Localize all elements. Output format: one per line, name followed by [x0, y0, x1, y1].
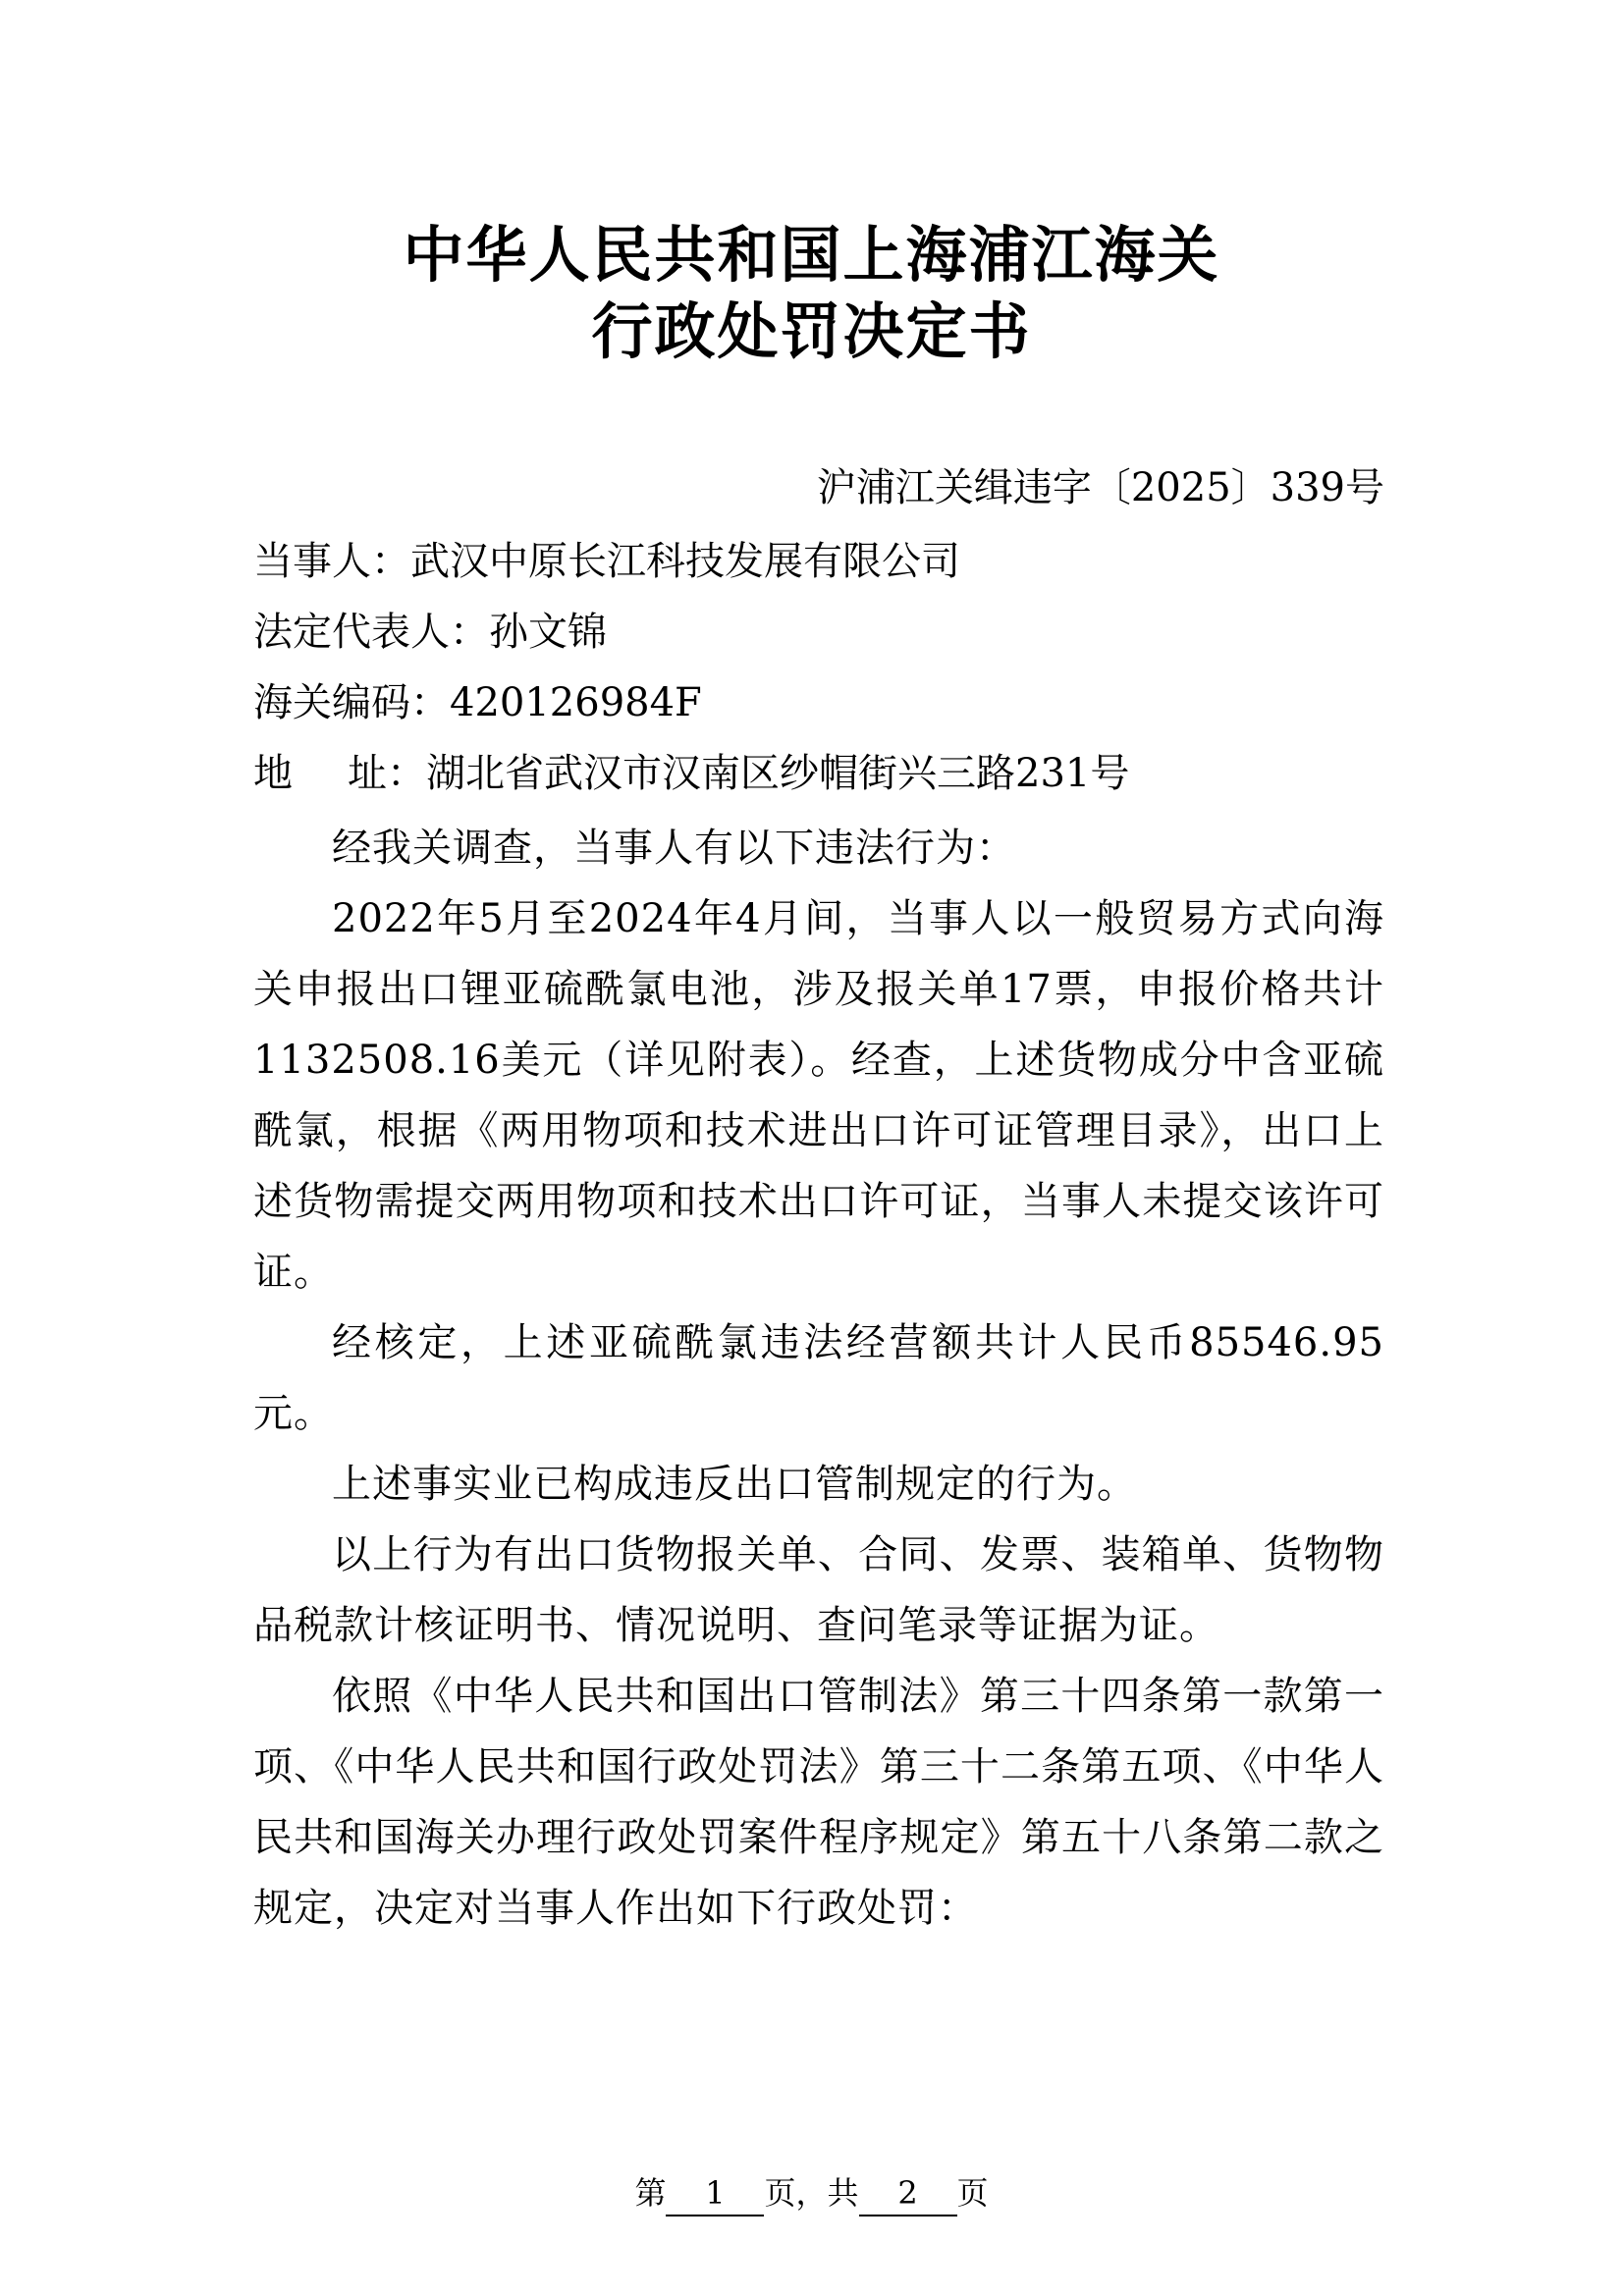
legal-representative-field — [253, 603, 607, 662]
document-number: 沪浦江关缉违字〔2025〕339号 — [816, 465, 1384, 510]
body-paragraph: 2022年5月至2024年4月间，当事人以一般贸易方式向海关申报出口锂亚硫酰氯电池，涉及报关单17票，申报价格共计1132508.16美元（详见附表）。经查，上述货物成分中含亚硫酰氯，根据《两用物项和技术进出口许可证管理目录》，出口上述货物需提交两用物项和技术出口许可证，当事人未提交该许可证。 — [253, 896, 1384, 1295]
document-title-line-1: 中华人民共和国上海浦江海关 — [403, 219, 1220, 291]
party-value: 武汉中原长江科技发展有限公司 — [410, 539, 960, 584]
page-footer — [0, 2171, 1623, 2216]
address-label-first-char: 地 — [253, 751, 348, 796]
page-prefix: 第 — [634, 2174, 667, 2212]
page-suffix: 页 — [956, 2174, 989, 2212]
party-field — [253, 532, 960, 591]
document-body — [253, 813, 1384, 1944]
body-paragraph: 经核定，上述亚硫酰氯违法经营额共计人民币85546.95元。 — [253, 1320, 1384, 1436]
customs-code-value: 420126984F — [450, 680, 702, 725]
page-middle: 页，共 — [764, 2174, 859, 2212]
current-page-number: 1 — [666, 2171, 764, 2216]
customs-code-label: 海关编码： — [253, 680, 450, 725]
address-value: 湖北省武汉市汉南区纱帽街兴三路231号 — [426, 751, 1130, 796]
total-page-count: 2 — [859, 2171, 957, 2216]
legal-representative-value: 孙文锦 — [489, 610, 607, 655]
legal-representative-label: 法定代表人： — [253, 610, 489, 655]
body-paragraph: 经我关调查，当事人有以下违法行为： — [332, 826, 1016, 871]
address-field — [253, 744, 1129, 803]
document-title-line-2: 行政处罚决定书 — [591, 295, 1032, 367]
body-paragraph: 上述事实业已构成违反出口管制规定的行为。 — [332, 1462, 1137, 1507]
body-paragraph: 依照《中华人民共和国出口管制法》第三十四条第一款第一项、《中华人民共和国行政处罚法》第三十二条第五项、《中华人民共和国海关办理行政处罚案件程序规定》第五十八条第二款之规定，决定对当事人作出如下行政处罚： — [253, 1674, 1384, 1931]
address-label-rest: 址： — [348, 751, 426, 796]
customs-code-field — [253, 673, 702, 732]
party-label: 当事人： — [253, 539, 410, 584]
body-paragraph: 以上行为有出口货物报关单、合同、发票、装箱单、货物物品税款计核证明书、情况说明、查问笔录等证据为证。 — [253, 1532, 1384, 1648]
